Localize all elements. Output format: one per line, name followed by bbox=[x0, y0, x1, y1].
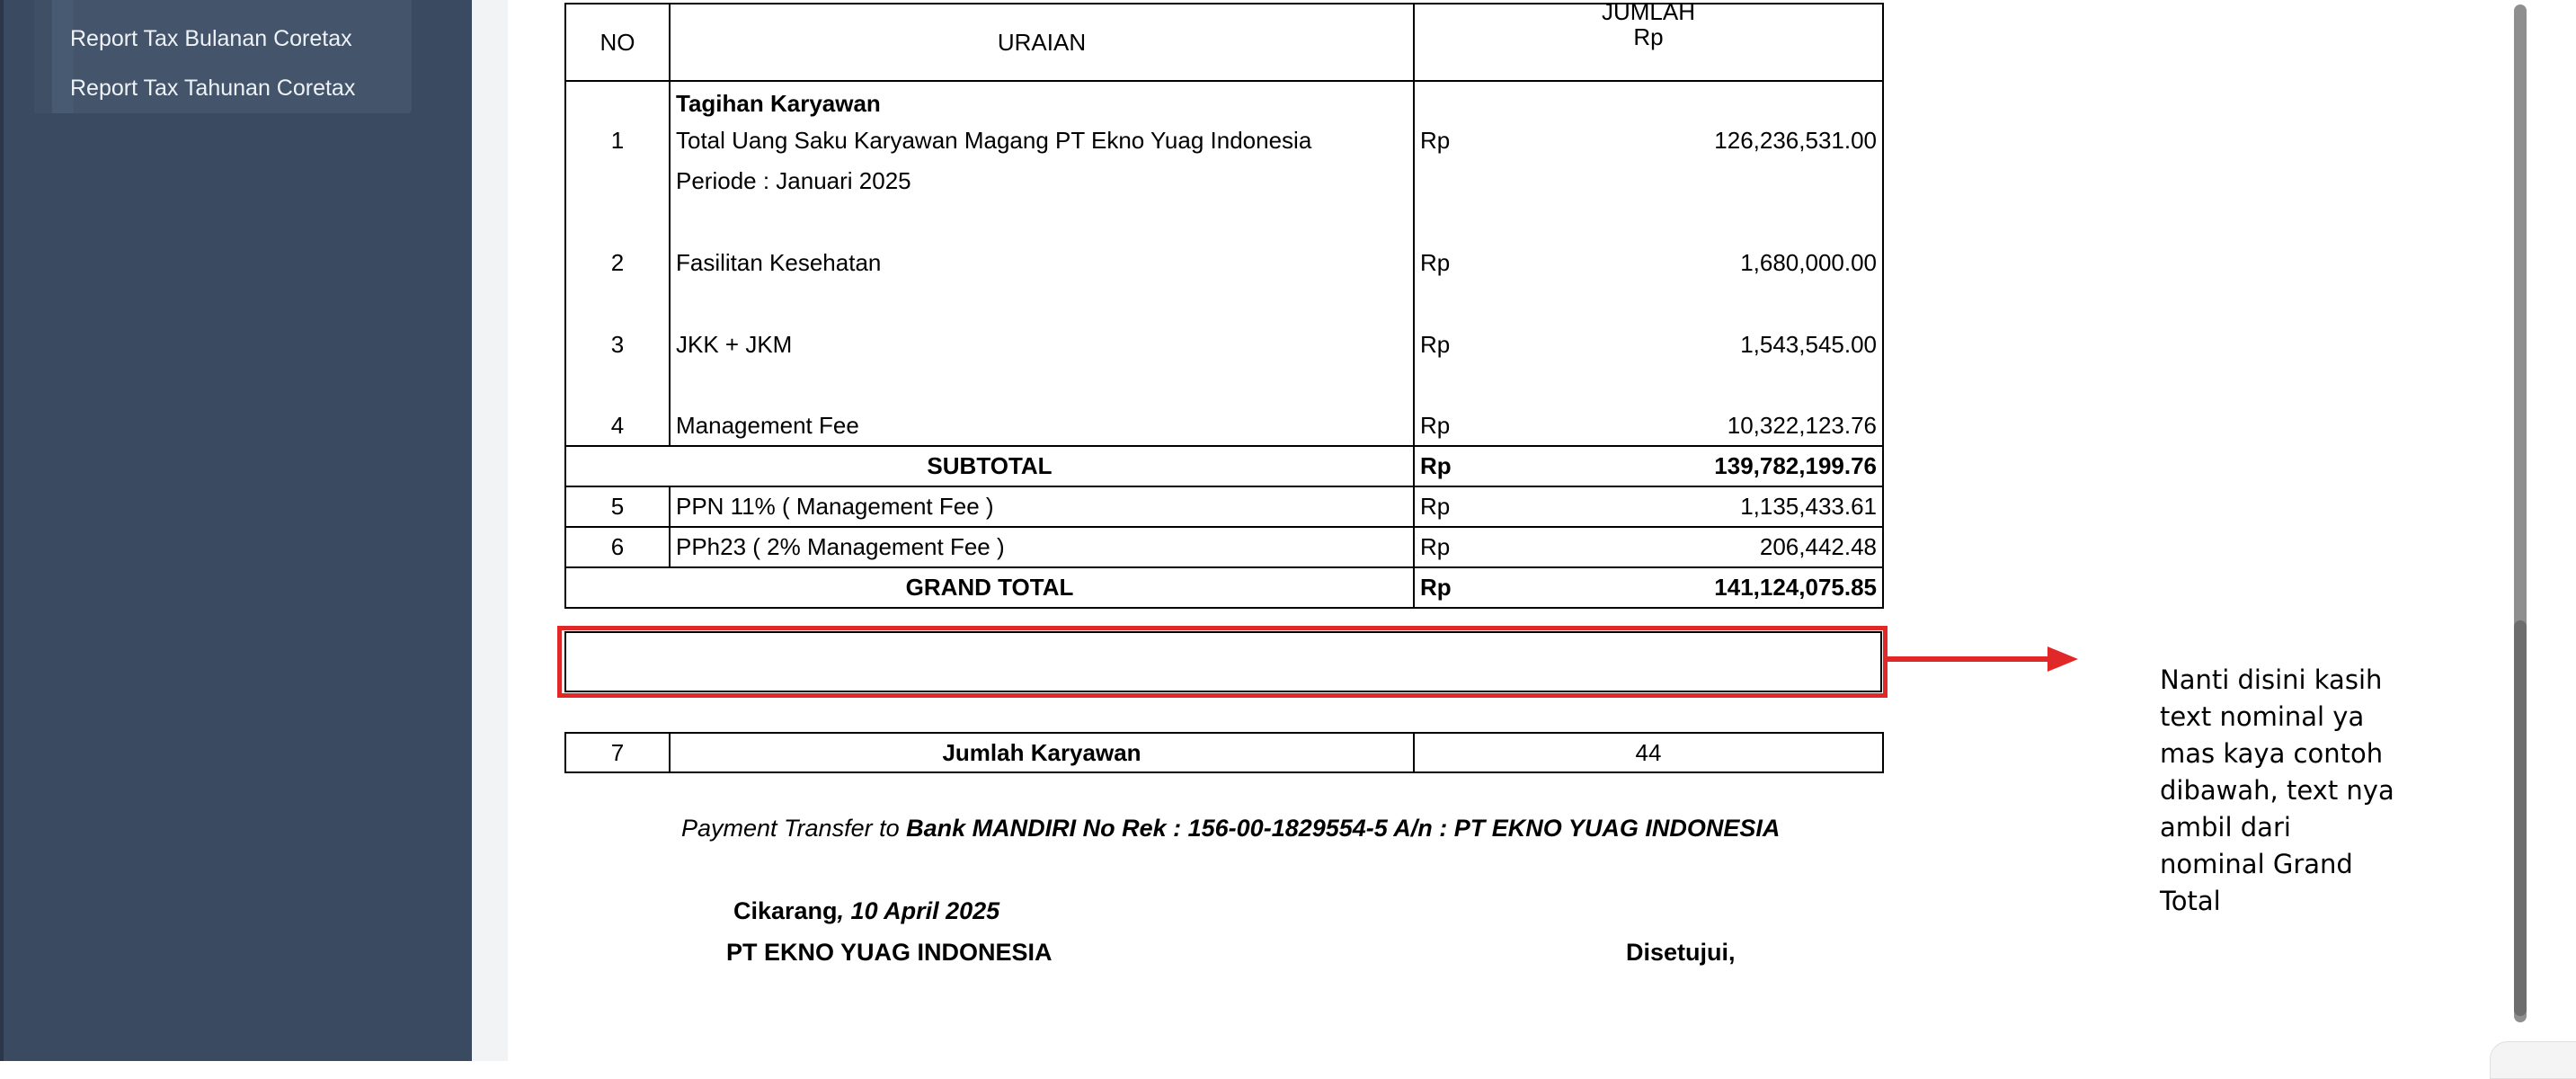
payment-bank: Bank MANDIRI No Rek : 156-00-1829554-5 A/n : PT EKNO YUAG INDONESIA bbox=[906, 815, 1781, 842]
annotation-highlight-box bbox=[557, 626, 1888, 698]
blank-cell bbox=[1414, 81, 1468, 120]
header-uraian: URAIAN bbox=[670, 4, 1414, 81]
subtotal-amount: 139,782,199.76 bbox=[1468, 446, 1883, 486]
approved-label: Disetujui, bbox=[1626, 939, 1736, 966]
employee-count-label: Jumlah Karyawan bbox=[670, 733, 1414, 772]
content-gutter bbox=[472, 0, 508, 1061]
annotation-note: Nanti disini kasih text nominal ya mas kaya contoh dibawah, text nya ambil dari nominal Grand Total bbox=[2160, 664, 2394, 916]
payment-prefix: Payment Transfer to bbox=[681, 815, 907, 842]
row-rp: Rp bbox=[1414, 120, 1468, 160]
blank-cell bbox=[670, 364, 1414, 406]
sidebar-item-report-tax-tahunan[interactable]: Report Tax Tahunan Coretax bbox=[70, 76, 356, 101]
grand-total-amount: 141,124,075.85 bbox=[1468, 567, 1883, 608]
header-jumlah bbox=[1414, 0, 1883, 81]
blank-cell bbox=[1414, 201, 1468, 243]
row-amount: 1,680,000.00 bbox=[1468, 243, 1883, 282]
row-amount: 206,442.48 bbox=[1468, 527, 1883, 567]
row-amount: 1,543,545.00 bbox=[1468, 325, 1883, 364]
blank-cell bbox=[565, 201, 670, 243]
header-jumlah-label: JUMLAH bbox=[1602, 0, 1696, 25]
row-desc: Fasilitan Kesehatan bbox=[670, 243, 1414, 282]
row-rp: Rp bbox=[1414, 243, 1468, 282]
row-no: 5 bbox=[565, 486, 670, 527]
signing-place: Cikarang bbox=[733, 897, 838, 924]
signing-date-value: , 10 April 2025 bbox=[837, 897, 1000, 924]
annotation-arrow-icon bbox=[2047, 647, 2078, 672]
row-desc: Total Uang Saku Karyawan Magang PT Ekno Yuag Indonesia bbox=[670, 120, 1414, 160]
blank-cell bbox=[1414, 282, 1468, 325]
row-rp: Rp bbox=[1414, 527, 1468, 567]
payment-instruction bbox=[681, 815, 1780, 843]
blank-cell bbox=[565, 282, 670, 325]
signing-date bbox=[733, 897, 999, 925]
blank-cell bbox=[670, 201, 1414, 243]
row-no: 3 bbox=[565, 325, 670, 364]
submenu-rail bbox=[34, 0, 52, 113]
row-amount: 1,135,433.61 bbox=[1468, 486, 1883, 527]
blank-cell bbox=[565, 160, 670, 201]
blank-cell bbox=[1414, 160, 1468, 201]
row-desc: PPN 11% ( Management Fee ) bbox=[670, 486, 1414, 527]
scrollbar-thumb-active[interactable] bbox=[2514, 620, 2527, 1016]
company-name: PT EKNO YUAG INDONESIA bbox=[726, 939, 1053, 966]
blank-cell bbox=[1468, 201, 1883, 243]
annotation-arrow-line bbox=[1888, 656, 2049, 662]
blank-cell bbox=[1468, 81, 1883, 120]
row-desc: JKK + JKM bbox=[670, 325, 1414, 364]
blank-cell bbox=[1468, 282, 1883, 325]
header-currency: Rp bbox=[1633, 23, 1664, 50]
blank-cell bbox=[1468, 160, 1883, 201]
row-amount: 10,322,123.76 bbox=[1468, 406, 1883, 446]
row-desc: Management Fee bbox=[670, 406, 1414, 446]
row-rp: Rp bbox=[1414, 325, 1468, 364]
blank-cell bbox=[565, 81, 670, 120]
row-rp: Rp bbox=[1414, 486, 1468, 527]
subtotal-rp: Rp bbox=[1414, 446, 1468, 486]
blank-cell bbox=[1468, 364, 1883, 406]
row-rp: Rp bbox=[1414, 406, 1468, 446]
section-title: Tagihan Karyawan bbox=[670, 81, 1414, 120]
floating-corner-button[interactable] bbox=[2490, 1041, 2576, 1079]
employee-count-table bbox=[564, 732, 1884, 773]
employee-count-value: 44 bbox=[1414, 733, 1883, 772]
header-no: NO bbox=[565, 4, 670, 81]
invoice-table bbox=[564, 0, 1884, 609]
row-desc: PPh23 ( 2% Management Fee ) bbox=[670, 527, 1414, 567]
sidebar bbox=[0, 0, 475, 1061]
row-amount: 126,236,531.00 bbox=[1468, 120, 1883, 160]
row-no: 2 bbox=[565, 243, 670, 282]
grand-total-rp: Rp bbox=[1414, 567, 1468, 608]
sidebar-item-report-tax-bulanan[interactable]: Report Tax Bulanan Coretax bbox=[70, 26, 352, 51]
row-period: Periode : Januari 2025 bbox=[670, 160, 1414, 201]
grand-total-label: GRAND TOTAL bbox=[565, 567, 1414, 608]
row-no: 4 bbox=[565, 406, 670, 446]
blank-cell bbox=[670, 282, 1414, 325]
row-no: 1 bbox=[565, 120, 670, 160]
row-no: 7 bbox=[565, 733, 670, 772]
subtotal-label: SUBTOTAL bbox=[565, 446, 1414, 486]
blank-cell bbox=[565, 364, 670, 406]
blank-cell bbox=[1414, 364, 1468, 406]
row-no: 6 bbox=[565, 527, 670, 567]
